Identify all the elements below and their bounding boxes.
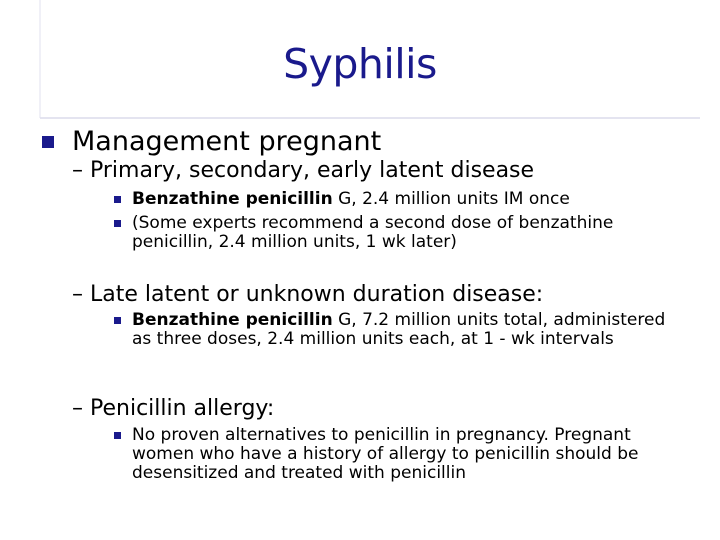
bullet-item: Benzathine penicillin G, 7.2 million units total, administered as three doses, 2.4 million units each, at 1 - wk intervals: [114, 311, 674, 349]
square-bullet-icon: [42, 136, 54, 148]
section-primary-secondary: – Primary, secondary, early latent disease: [72, 158, 535, 183]
bullet-item: Benzathine penicillin G, 2.4 million units IM once: [114, 190, 674, 209]
square-bullet-icon: [114, 220, 121, 227]
square-bullet-icon: [114, 196, 121, 203]
slide-title: Syphilis: [283, 40, 437, 88]
section-late-latent: – Late latent or unknown duration disease:: [72, 282, 544, 307]
square-bullet-icon: [114, 317, 121, 324]
square-bullet-icon: [114, 432, 121, 439]
main-heading: Management pregnant: [72, 126, 382, 157]
bullet-item: (Some experts recommend a second dose of benzathine penicillin, 2.4 million units, 1 wk later): [114, 214, 674, 252]
bullet-item: No proven alternatives to penicillin in pregnancy. Pregnant women who have a history of allergy to penicillin should be desensitized and treated with penicillin: [114, 426, 674, 483]
section-penicillin-allergy: – Penicillin allergy:: [72, 396, 275, 421]
